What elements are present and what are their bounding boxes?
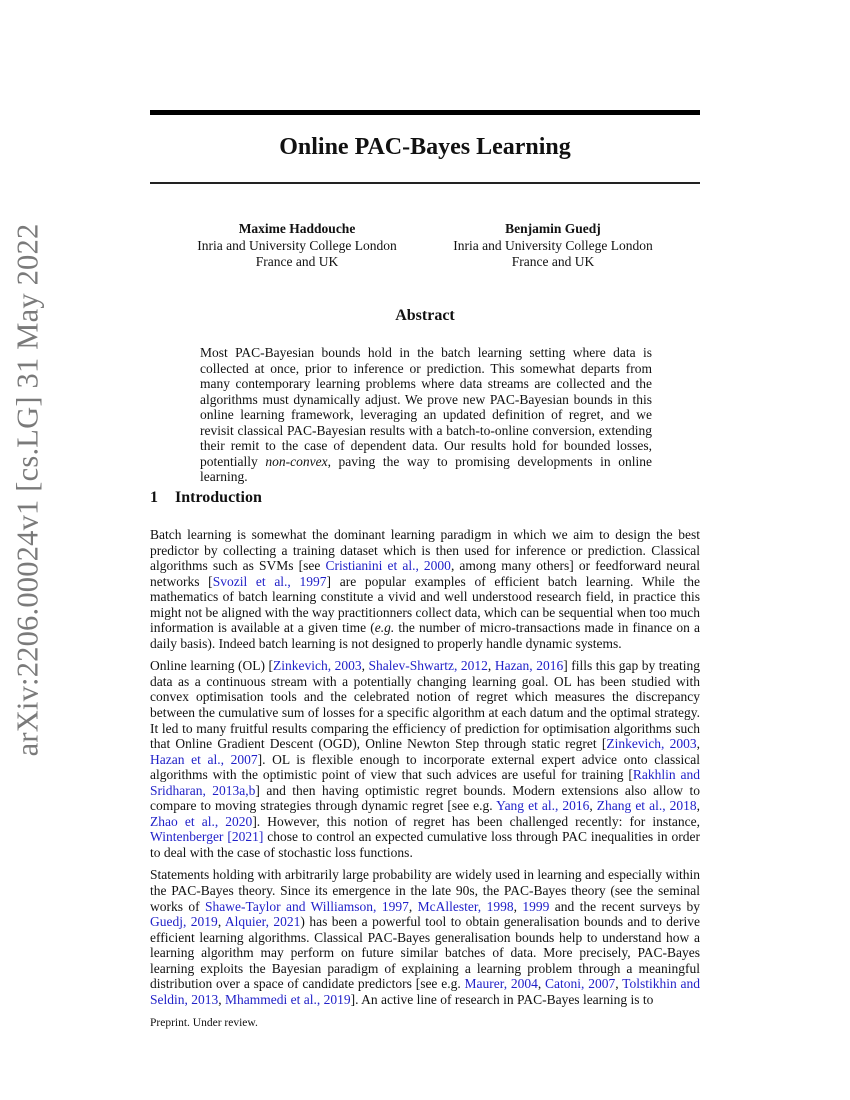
- abstract-emphasis: non-convex: [265, 453, 328, 469]
- abstract-text-part: Most PAC-Bayesian bounds hold in the batch learning setting where data is collected at once, prior to inference or prediction. This somewhat departs from many contemporary learning problems where data streams are collected and the algorithms must dynamically adjust. We prove new PAC-Bayesian bounds in this online learning framework, leveraging an updated definition of regret, and we revisit classical PAC-Bayesian results with a batch-to-online conversion, extending their remit to the case of dependent data. Our results hold for bounded losses, potentially: [200, 345, 652, 469]
- abstract-heading: Abstract: [395, 307, 455, 324]
- text: ] are popular examples of efficient batch learning. While the mathematics of batch learning constitute a vivid and well understood research field, in practice this might not be aligned with the way practitionners collect data, which can be sequential when too much information is available at a given time (: [150, 573, 700, 636]
- arxiv-stamp-text: arXiv:2206.00024v1 [cs.LG] 31 May 2022: [10, 223, 45, 757]
- citation-link[interactable]: Hazan, 2016: [494, 658, 564, 674]
- citation-link[interactable]: Zinkevich, 2003: [273, 658, 362, 674]
- citation-link[interactable]: Zinkevich, 2003: [606, 736, 697, 752]
- title-top-rule: [150, 110, 700, 115]
- citation-link[interactable]: Wintenberger [2021]: [150, 829, 264, 845]
- citation-link[interactable]: Maurer, 2004: [464, 976, 538, 992]
- paragraph: Statements holding with arbitrarily large probability are widely used in learning and especially within the PAC-Bayes theory. Since its emergence in the late 90s, the PAC-Bayes theory (see the seminal works of Shawe-Taylor and Williamson, 1997, McAllester, 1998, 1999 and the recent surveys by Guedj, 2019, Alquier, 2021) has been a powerful tool to obtain generalisation bounds and to derive efficient learning algorithms. Classical PAC-Bayes generalisation bounds help to understand how a learning algorithm may perform on future similar batches of data. More precisely, PAC-Bayes learning exploits the Bayesian paradigm of explaining a learning problem through a meaningful distribution over a space of candidate predictors [see e.g. Maurer, 2004, Catoni, 2007, Tolstikhin and Seldin, 2013, Mhammedi et al., 2019]. An active line of research in PAC-Bayes learning is to: [150, 867, 701, 1007]
- arxiv-identifier-stamp: [4, 223, 52, 757]
- section-number: 1: [150, 489, 158, 506]
- text: Statements holding with arbitrarily large probability are widely used in learning and especially within the PAC-Bayes theory. Since its emergence in the late 90s, the PAC-Bayes theory (see the seminal works of: [150, 867, 700, 914]
- author-location: France and UK: [511, 254, 595, 269]
- text: ] fills this gap by treating data as a continuous stream with a potentially changing learning goal. OL has been studied with convex optimisation tools and the celebrated notion of regret which measures the discrepancy between the cumulative sum of losses for a specific algorithm at each datum and the optimal strategy. It led to many fruitful results comparing the efficiency of prediction for optimisation algorithms such that Online Gradient Descent (OGD), Online Newton Step through static regret [: [150, 658, 701, 752]
- citation-link[interactable]: Rakhlin and Sridharan, 2013a,b: [150, 767, 700, 798]
- text: chose to control an expected cumulative loss through PAC inequalities in order to deal with the case of stochastic loss functions.: [150, 829, 700, 860]
- text: and the recent surveys by: [549, 898, 701, 914]
- author-location: France and UK: [255, 254, 339, 269]
- author-affiliation: Inria and University College London: [197, 237, 397, 253]
- citation-link[interactable]: Tolstikhin and Seldin, 2013: [150, 976, 700, 1007]
- text: ) has been a powerful tool to obtain generalisation bounds and to derive efficient learning algorithms. Classical PAC-Bayes generalisation bounds help to understand how a learning algorithm may perform on future similar batches of data. More precisely, PAC-Bayes learning exploits the Bayesian paradigm of explaining a learning problem through a meaningful distribution over a space of candidate predictors [see e.g.: [150, 914, 700, 992]
- citation-link[interactable]: Cristianini et al., 2000: [325, 558, 451, 574]
- citation-link[interactable]: Yang et al., 2016: [496, 798, 590, 814]
- paragraph: Online learning (OL) [Zinkevich, 2003, Shalev-Shwartz, 2012, Hazan, 2016] fills this gap by treating data as a continuous stream with a potentially changing learning goal. OL has been studied with convex optimisation tools and the celebrated notion of regret which measures the discrepancy between the cumulative sum of losses for a specific algorithm at each datum and the optimal strategy. It led to many fruitful results comparing the efficiency of prediction for optimisation algorithms such that Online Gradient Descent (OGD), Online Newton Step through static regret [Zinkevich, 2003, Hazan et al., 2007]. OL is flexible enough to incorporate external expert advice onto classical algorithms with the optimistic point of view that such advices are useful for training [Rakhlin and Sridharan, 2013a,b] and then having optimistic regret bounds. Modern extensions also allow to compare to moving strategies through dynamic regret [see e.g. Yang et al., 2016, Zhang et al., 2018, Zhao et al., 2020]. However, this notion of regret has been challenged recently: for instance, Wintenberger [2021] chose to control an expected cumulative loss through PAC inequalities in order to deal with the case of stochastic loss functions.: [150, 658, 701, 860]
- paragraph: [150, 527, 700, 651]
- citation-link[interactable]: Hazan et al., 2007: [150, 751, 258, 767]
- author-name: Maxime Haddouche: [238, 221, 356, 236]
- citation-link[interactable]: 1999: [522, 898, 550, 914]
- author-name: Benjamin Guedj: [505, 221, 601, 236]
- author-block: [403, 221, 703, 271]
- abstract-text: [200, 345, 652, 485]
- author-affiliation: Inria and University College London: [453, 237, 653, 253]
- citation-link[interactable]: Guedj, 2019: [150, 914, 218, 930]
- title-bottom-rule: [150, 182, 700, 184]
- citation-link[interactable]: Zhao et al., 2020: [150, 813, 253, 829]
- citation-link[interactable]: Shalev-Shwartz, 2012: [368, 658, 488, 674]
- citation-link[interactable]: Svozil et al., 1997: [212, 573, 327, 589]
- author-block: [147, 221, 447, 271]
- citation-link[interactable]: Mhammedi et al., 2019: [225, 991, 351, 1007]
- text: ]. An active line of research in PAC-Bayes learning is to: [350, 991, 654, 1007]
- paper-title: Online PAC-Bayes Learning: [279, 134, 571, 160]
- text: ] and then having optimistic regret bounds. Modern extensions also allow to compare to moving strategies through dynamic regret [see e.g.: [150, 782, 700, 814]
- text: , among many others] or feedforward neural networks [: [150, 558, 700, 589]
- section-heading: [150, 489, 262, 507]
- citation-link[interactable]: Zhang et al., 2018: [596, 798, 697, 814]
- text: the number of micro-transactions made in finance on a daily basis). Indeed batch learning is not designed to properly handle dynamic systems.: [150, 620, 700, 651]
- citation-link[interactable]: McAllester, 1998: [417, 898, 514, 914]
- intro-body: [150, 527, 700, 1014]
- emphasis: e.g.: [374, 620, 395, 636]
- text: Batch learning is somewhat the dominant learning paradigm in which we aim to design the best predictor by collecting a training dataset which is then used for inference or prediction. Classical algorithms such as SVMs [see: [150, 527, 700, 574]
- text: ]. However, this notion of regret has been challenged recently: for instance,: [252, 813, 700, 829]
- citation-link[interactable]: Shawe-Taylor and Williamson, 1997: [205, 898, 409, 914]
- abstract-text-part: , paving the way to promising developments in online learning.: [200, 453, 652, 484]
- footer-note: Preprint. Under review.: [150, 1017, 258, 1029]
- citation-link[interactable]: Catoni, 2007: [545, 976, 616, 992]
- citation-link[interactable]: Alquier, 2021: [224, 914, 301, 930]
- text: Online learning (OL) [: [150, 658, 274, 674]
- section-title: Introduction: [175, 489, 262, 506]
- text: ]. OL is flexible enough to incorporate external expert advice onto classical algorithms with the optimistic point of view that such advices are useful for training [: [150, 751, 700, 783]
